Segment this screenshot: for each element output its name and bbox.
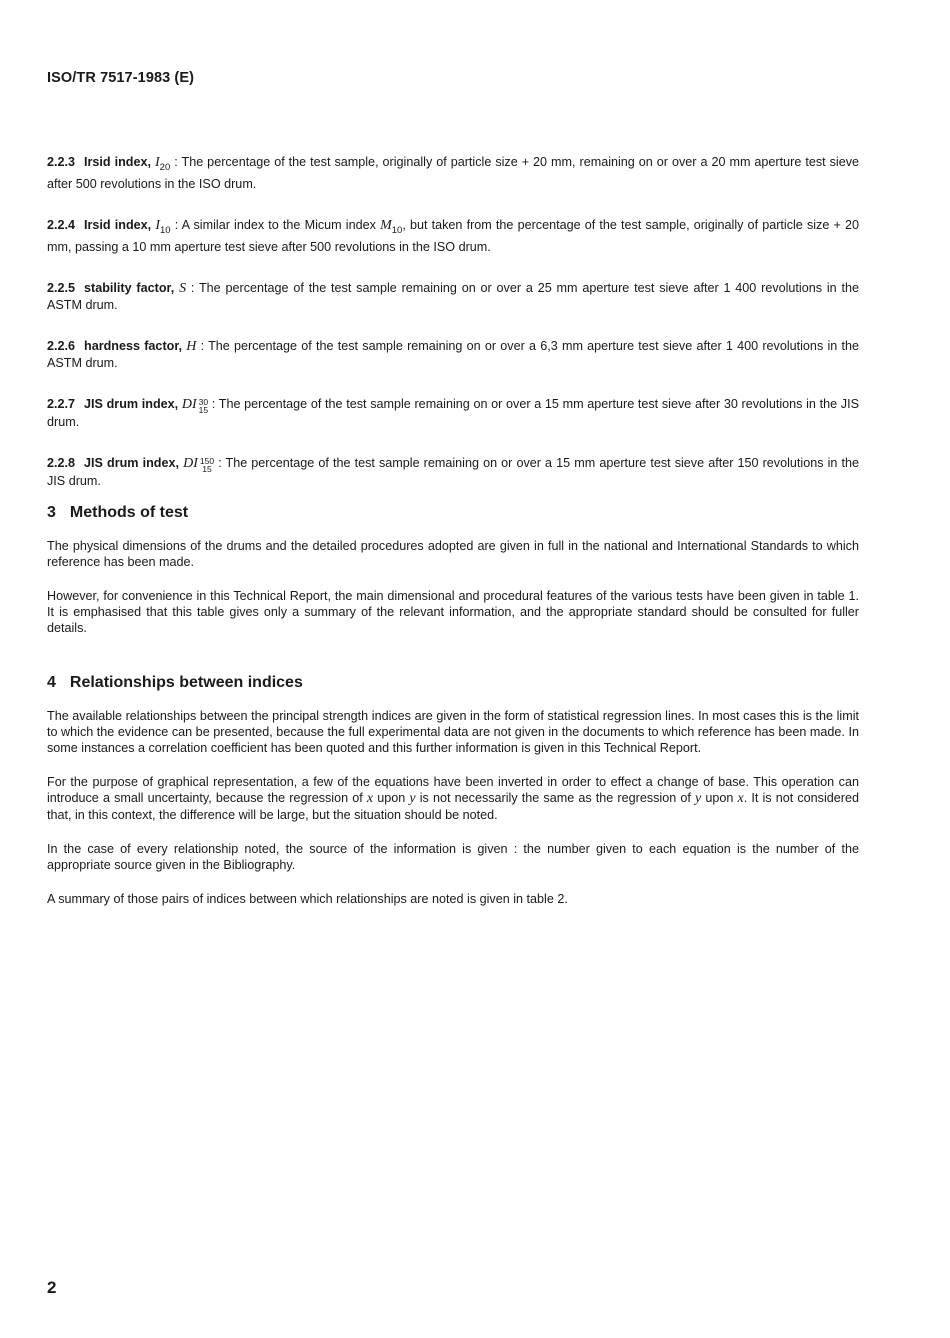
section-4-paragraph-4: A summary of those pairs of indices between which relationships are noted is given in table 2. bbox=[47, 892, 568, 906]
section-4-paragraph-3: In the case of every relationship noted, the source of the information is given : the number given to each equation is the number of the appropriate source given in the Bibliography. bbox=[47, 842, 859, 872]
section-methods-of-test bbox=[47, 504, 859, 654]
page-number: 2 bbox=[47, 1278, 57, 1297]
section-4-paragraph-1: The available relationships between the principal strength indices are given in the form of statistical regression lines. In most cases this is the limit to which the evidence can be presented, because the full experimental data are not given in the documents to which reference has been made. In some instances a correlation coefficient has been quoted and this further information is given in this Technical Report. bbox=[47, 709, 859, 755]
section-4-heading: 4 Relationships between indices bbox=[47, 674, 303, 691]
section-3-paragraph-2: However, for convenience in this Technical Report, the main dimensional and procedural features of the various tests have been given in table 1. It is emphasised that this table gives only a summary of the relevant information, and the appropriate standard should be consulted for fuller details. bbox=[47, 589, 859, 635]
definition-2-2-4: 2.2.4 Irsid index, $I_{10}$ : A similar index to the Micum index $M_{10}$, but taken from the percentage of the test sample, originally of particle size + 20 mm, passing a 10 mm aperture test sieve after 500 revolutions in the ISO drum. bbox=[47, 218, 860, 254]
symbol-s: S bbox=[179, 281, 187, 296]
symbol-i20: $I_{20}$ bbox=[155, 155, 171, 173]
definition-2-2-6: 2.2.6 hardness factor, H : The percentage of the test sample remaining on or over a 6,3 mm aperture test sieve after 1 400 revolutions in the ASTM drum. bbox=[47, 339, 859, 370]
definitions-list bbox=[47, 154, 859, 514]
definition-2-2-5: 2.2.5 stability factor, S : The percentage of the test sample remaining on or over a 25 mm aperture test sieve after 1 400 revolutions in the ASTM drum. bbox=[47, 281, 859, 312]
definition-2-2-7: 2.2.7 JIS drum index, DI 30 15 : The percentage of the test sample remaining on or over a 15 mm aperture test sieve after 30 revolutions in the JIS drum. bbox=[47, 397, 859, 429]
symbol-i10: $I_{10}$ bbox=[155, 218, 171, 236]
section-3-heading: 3 Methods of test bbox=[47, 504, 189, 521]
symbol-di-150-15: DI 150 15 bbox=[183, 456, 215, 474]
symbol-h: H bbox=[186, 339, 197, 354]
section-relationships bbox=[47, 674, 859, 925]
definition-2-2-8: 2.2.8 JIS drum index, DI 150 15 : The percentage of the test sample remaining on or over a 15 mm aperture test sieve after 150 revolutions in the JIS drum. bbox=[47, 456, 859, 488]
symbol-m10: $M_{10}$ bbox=[380, 218, 403, 236]
section-4-paragraph-2: For the purpose of graphical representation, a few of the equations have been inverted in order to effect a change of base. This operation can introduce a small uncertainty, because the regression of x upon y is not necessarily the same as the regression of y upon x. It is not considered that, in this context, the difference will be large, but the situation should be noted. bbox=[47, 775, 859, 822]
document-id-header: ISO/TR 7517-1983 (E) bbox=[47, 70, 195, 86]
symbol-di-30-15: DI 30 15 bbox=[181, 397, 209, 415]
definition-2-2-3: 2.2.3 Irsid index, $I_{20}$ : The percentage of the test sample, originally of particle size + 20 mm, remaining on or over a 20 mm aperture test sieve after 500 revolutions in the ISO drum. bbox=[47, 155, 860, 191]
section-3-paragraph-1: The physical dimensions of the drums and the detailed procedures adopted are given in full in the national and International Standards to which reference has been made. bbox=[47, 539, 859, 569]
